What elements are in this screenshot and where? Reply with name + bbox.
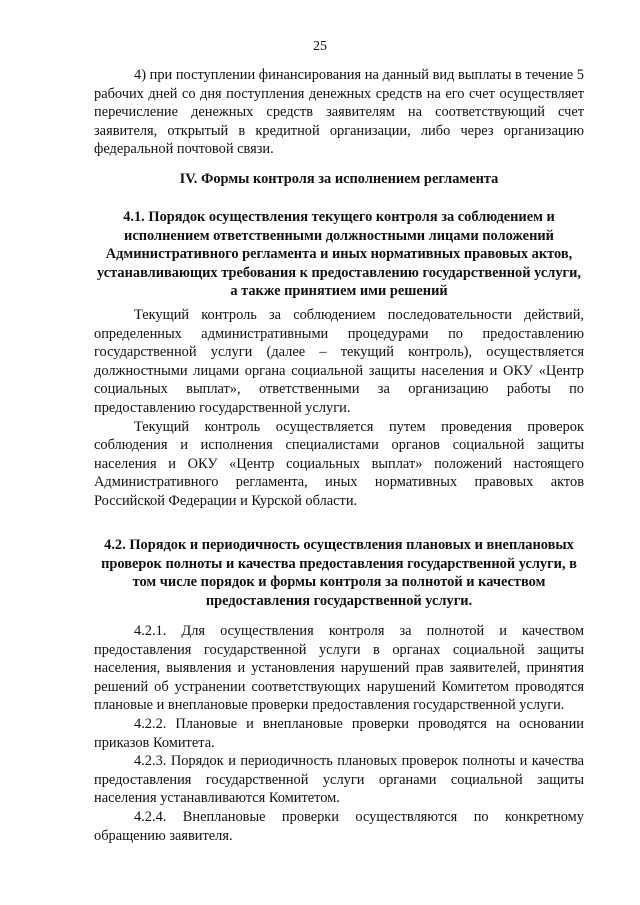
section-title: IV. Формы контроля за исполнением регламента bbox=[179, 171, 499, 187]
subsection-4-2-paragraph: 4.2.3. Порядок и периодичность плановых проверок полноты и качества предоставления государственной услуги органами социальной защиты населения устанавливаются Комитетом. bbox=[94, 753, 584, 807]
subsection-4-1-body bbox=[94, 306, 584, 511]
subsection-4-2-title: 4.2. Порядок и периодичность осуществления плановых и внеплановых проверок полноты и качества предоставления государственной услуги, в том числе порядок и формы контроля за полнотой и качеством предоставления государственной услуги. bbox=[101, 537, 577, 609]
page-number: 25 bbox=[313, 39, 327, 54]
subsection-4-1-title: 4.1. Порядок осуществления текущего контроля за соблюдением и исполнением ответственными должностными лицами положений Административного регламента и иных нормативных правовых актов, устанавливающих требования к предоставлению государственной услуги, а также принятием ими решений bbox=[97, 209, 581, 300]
subsection-4-2-paragraph: 4.2.2. Плановые и внеплановые проверки проводятся на основании приказов Комитета. bbox=[94, 715, 584, 751]
intro-paragraph: 4) при поступлении финансирования на данный вид выплаты в течение 5 рабочих дней со дня поступления денежных средств на его счет осуществляет перечисление денежных средств заявителям на соответствующий счет заявителя, открытый в кредитной организации, либо через организацию федеральной почтовой связи. bbox=[94, 67, 584, 158]
intro-paragraph-block bbox=[94, 66, 584, 159]
subsection-4-2-body bbox=[94, 622, 584, 845]
subsection-4-2-paragraph: 4.2.4. Внеплановые проверки осуществляются по конкретному обращению заявителя. bbox=[94, 808, 584, 844]
subsection-4-1-paragraph: Текущий контроль осуществляется путем проведения проверок соблюдения и исполнения специалистами органов социальной защиты населения и ОКУ «Центр социальных выплат» положений настоящего Административного регламента, иных нормативных правовых актов Российской Федерации и Курской области. bbox=[94, 418, 584, 509]
subsection-4-2-paragraph: 4.2.1. Для осуществления контроля за полнотой и качеством предоставления государственной услуги в органах социальной защиты населения, выявления и установления нарушений прав заявителей, принятия решений об устранении соответствующих нарушений Комитетом проводятся плановые и внеплановые проверки предоставления государственной услуги. bbox=[94, 623, 584, 714]
subsection-4-1-paragraph: Текущий контроль за соблюдением последовательности действий, определенных административными процедурами по предоставлению государственной услуги (далее – текущий контроль), осуществляется должностными лицами органа социальной защиты населения и ОКУ «Центр социальных выплат», ответственными за организацию работы по предоставлению государственной услуги. bbox=[94, 307, 584, 416]
